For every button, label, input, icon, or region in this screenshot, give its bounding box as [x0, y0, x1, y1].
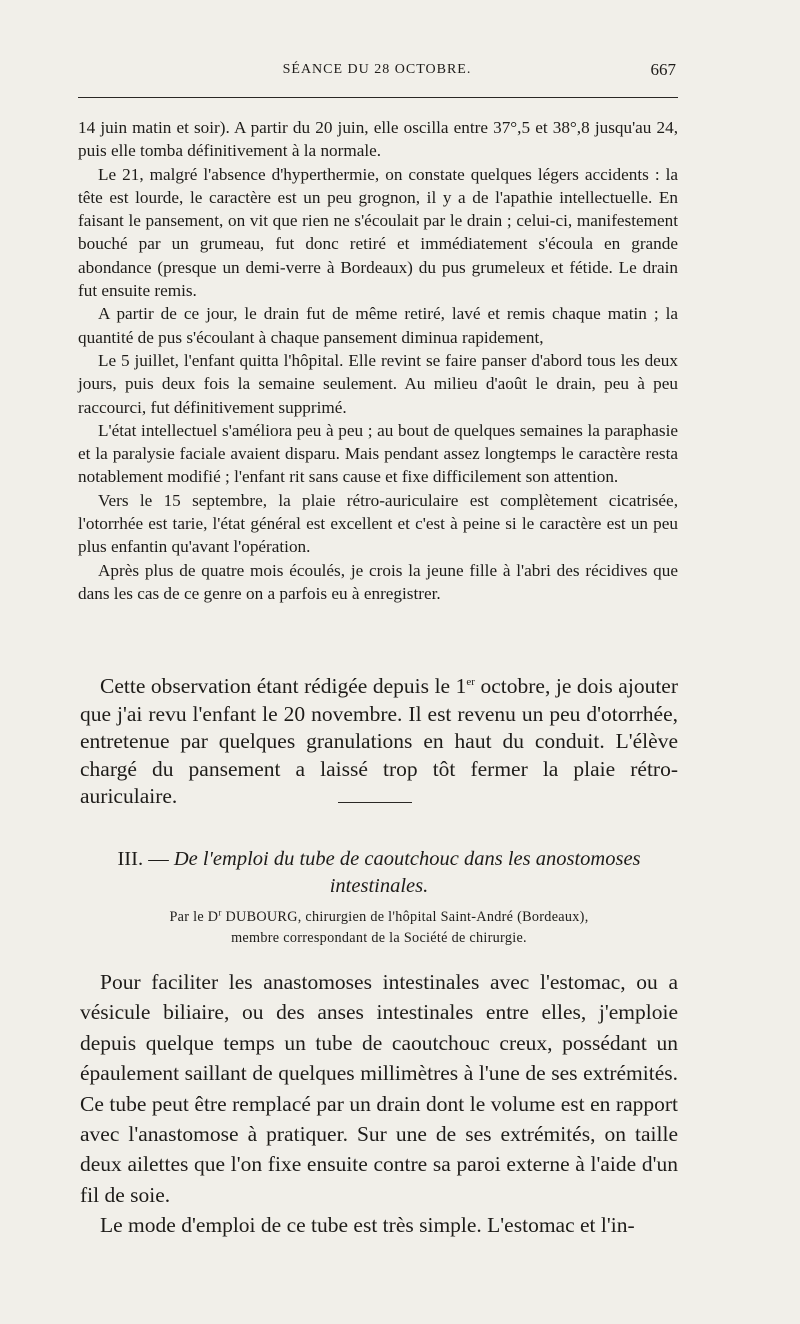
- addendum-text-start: Cette observation étant rédigée depuis le 1: [100, 674, 467, 698]
- byline-author: DUBOURG, chirurgien de l'hôpital Saint-André (Bordeaux),: [221, 909, 589, 925]
- byline-line: [80, 907, 678, 928]
- section-heading: [80, 846, 678, 900]
- page-header: [78, 62, 676, 86]
- page-number: 667: [650, 60, 676, 79]
- addendum-paragraph: [80, 673, 678, 811]
- paragraph: Le mode d'emploi de ce tube est très simple. L'estomac et l'in-: [100, 1213, 635, 1238]
- addendum: [80, 673, 678, 811]
- paragraph: A partir de ce jour, le drain fut de même retiré, lavé et remis chaque matin ; la quantité de pus s'écoulant à chaque pansement diminua rapidement,: [78, 304, 678, 347]
- section-number: III. —: [117, 848, 174, 870]
- paragraph: Le 5 juillet, l'enfant quitta l'hôpital. Elle revint se faire panser d'abord tous les deux jours, puis deux fois la semaine seulement. Au milieu d'août le drain, peu à peu raccourci, fut définitivement supprimé.: [78, 350, 678, 417]
- paragraph: Après plus de quatre mois écoulés, je crois la jeune fille à l'abri des récidives que dans les cas de ce genre on a parfois eu à enregistrer.: [78, 560, 678, 603]
- paragraph: Vers le 15 septembre, la plaie rétro-auriculaire est complètement cicatrisée, l'otorrhée est tarie, l'état général est excellent et c'est à peine si le caractère est un peu plus enfantin qu'avant l'opération.: [78, 490, 678, 557]
- paragraph: 14 juin matin et soir). A partir du 20 juin, elle oscilla entre 37°,5 et 38°,8 jusqu'au 24, puis elle tomba définitivement à la normale.: [78, 118, 678, 161]
- author-byline: [80, 907, 678, 949]
- header-rule: [78, 97, 678, 98]
- article-body: [80, 967, 678, 1241]
- superscript: r: [218, 907, 222, 918]
- section-title: De l'emploi du tube de caoutchouc dans les anostomoses intestinales.: [173, 848, 641, 897]
- byline-line: membre correspondant de la Société de chirurgie.: [231, 930, 527, 946]
- byline-par: Par le D: [169, 909, 219, 925]
- paragraph: L'état intellectuel s'améliora peu à peu ; au bout de quelques semaines la paraphasie et la paralysie faciale avaient disparu. Mais pendant assez longtemps le caractère resta notablement modifié ; l'enfant rit sans cause et fixe difficilement son attention.: [78, 420, 678, 487]
- superscript: er: [466, 675, 475, 688]
- addendum-text-end: octobre, je dois ajouter que j'ai revu l'enfant le 20 novembre. Il est revenu un peu d'otorrhée, entretenue par quelques granulations en haut du conduit. L'élève chargé du pansement a laissé trop tôt fermer la plaie rétro-auriculaire.: [80, 674, 678, 809]
- section-separator: [338, 802, 412, 803]
- running-head: SÉANCE DU 28 OCTOBRE.: [282, 62, 472, 77]
- paragraph: Le 21, malgré l'absence d'hyperthermie, on constate quelques légers accidents : la tête est lourde, le caractère est un peu grognon, il y a de l'apathie intellectuelle. En faisant le pansement, on vit que rien ne s'écoulait par le drain ; celui-ci, manifestement bouché par un grumeau, fut donc retiré et immédiatement s'écoula en grande abondance (presque un demi-verre à Bordeaux) du pus grumeleux et fétide. Le drain fut ensuite remis.: [78, 164, 678, 301]
- observation-text: [78, 116, 678, 605]
- paragraph: Pour faciliter les anastomoses intestinales avec l'estomac, ou a vésicule biliaire, ou des anses intestinales entre elles, j'emploie depuis quelque temps un tube de caoutchouc creux, possédant un épaulement saillant de quelques millimètres à l'une de ses extrémités. Ce tube peut être remplacé par un drain dont le volume est en rapport avec l'anastomose à pratiquer. Sur une de ses extrémités, on taille deux ailettes que l'on fixe ensuite contre sa paroi externe à l'aide d'un fil de soie.: [80, 970, 678, 1207]
